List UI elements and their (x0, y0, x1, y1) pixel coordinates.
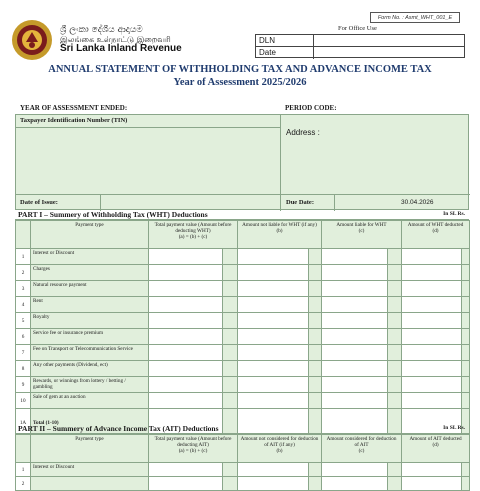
col-d-header (402, 435, 470, 463)
row-number: 10 (16, 393, 31, 409)
amount-c-cents-field[interactable] (388, 377, 402, 393)
row-number: 1 (16, 249, 31, 265)
amount-a-cents-field[interactable] (223, 265, 238, 281)
amount-d-cents-field[interactable] (462, 345, 470, 361)
amount-b-field[interactable] (238, 361, 309, 377)
period-code-label: PERIOD CODE: (285, 104, 337, 112)
payment-type-label: Interest or Discount (31, 249, 149, 265)
amount-b-field[interactable] (238, 281, 309, 297)
amount-c-cents-field[interactable] (388, 265, 402, 281)
col-d-code: (d) (432, 228, 439, 234)
amount-d-cents-field[interactable] (462, 393, 470, 409)
row-number: 5 (16, 313, 31, 329)
row-number: 7 (16, 345, 31, 361)
amount-c-cents-field[interactable] (388, 329, 402, 345)
col-d-label: Amount of AIT deducted (409, 436, 462, 442)
amount-c-cents-field[interactable] (388, 361, 402, 377)
part1-title: PART I – Summery of Withholding Tax (WHT) Deductions (18, 210, 208, 219)
amount-b-cents-field[interactable] (309, 313, 322, 329)
table-row (16, 297, 470, 313)
table-row (16, 313, 470, 329)
amount-b-cents-field[interactable] (309, 281, 322, 297)
amount-b-field[interactable] (238, 463, 309, 477)
col-a-label: Total payment value (Amount before deducting WHT) (154, 222, 232, 234)
amount-a-cents-field[interactable] (223, 297, 238, 313)
col-payment-type: Payment type (31, 221, 149, 249)
amount-d-field[interactable] (402, 281, 462, 297)
taxpayer-info-block (15, 114, 469, 210)
amount-a-field[interactable] (149, 361, 223, 377)
payment-type-label: Service fee or insurance premium (31, 329, 149, 345)
amount-d-field[interactable] (402, 361, 462, 377)
payment-type-label: Sale of gem at an auction (31, 393, 149, 409)
amount-a-field[interactable] (149, 313, 223, 329)
col-c-code: (c) (358, 228, 365, 234)
form-number: Form No. : Asmt_WHT_001_E (370, 12, 460, 23)
payment-type-label (31, 477, 149, 491)
payment-type-label: Charges (31, 265, 149, 281)
amount-d-cents-field[interactable] (462, 477, 470, 491)
amount-b-cents-field[interactable] (309, 361, 322, 377)
amount-d-cents-field[interactable] (462, 313, 470, 329)
row-number: 6 (16, 329, 31, 345)
col-c-code: (c) (358, 448, 365, 454)
amount-a-cents-field[interactable] (223, 477, 238, 491)
amount-b-cents-field[interactable] (309, 477, 322, 491)
row-number: 3 (16, 281, 31, 297)
amount-c-cents-field[interactable] (388, 281, 402, 297)
payment-type-label: Natural resource payment (31, 281, 149, 297)
table-row (16, 329, 470, 345)
col-b-header (238, 435, 322, 463)
amount-b-field[interactable] (238, 377, 309, 393)
amount-c-cents-field[interactable] (388, 345, 402, 361)
amount-b-cents-field[interactable] (309, 463, 322, 477)
amount-d-cents-field[interactable] (462, 361, 470, 377)
amount-c-field[interactable] (322, 377, 388, 393)
amount-b-field[interactable] (238, 329, 309, 345)
amount-a-field[interactable] (149, 297, 223, 313)
amount-a-field[interactable] (149, 345, 223, 361)
row-number: 2 (16, 477, 31, 491)
col-d-code: (d) (432, 442, 439, 448)
amount-a-cents-field[interactable] (223, 249, 238, 265)
amount-d-cents-field[interactable] (462, 463, 470, 477)
row-number: 8 (16, 361, 31, 377)
col-a-formula: (a) = (b) + (c) (178, 448, 208, 454)
amount-a-field[interactable] (149, 281, 223, 297)
tin-label: Taxpayer Identification Number (TIN) (20, 117, 128, 124)
table-row (16, 463, 470, 477)
amount-c-field[interactable] (322, 477, 388, 491)
office-use-label: For Office Use (338, 25, 377, 32)
amount-a-cents-field[interactable] (223, 361, 238, 377)
part2-table (15, 434, 470, 491)
col-c-header (322, 221, 402, 249)
amount-d-cents-field[interactable] (462, 377, 470, 393)
amount-b-cents-field[interactable] (309, 249, 322, 265)
row-number: 9 (16, 377, 31, 393)
office-date-label: Date (256, 47, 314, 59)
col-b-label: Amount not liable for WHT (if any) (242, 222, 317, 228)
amount-a-field[interactable] (149, 377, 223, 393)
row-number: 1 (16, 463, 31, 477)
amount-a-cents-field[interactable] (223, 329, 238, 345)
amount-a-cents-field[interactable] (223, 377, 238, 393)
amount-b-field[interactable] (238, 313, 309, 329)
dln-label: DLN (256, 35, 314, 46)
amount-b-cents-field[interactable] (309, 265, 322, 281)
form-subtitle: Year of Assessment 2025/2026 (173, 77, 307, 88)
col-a-label: Total payment value (Amount before deducting AIT) (154, 436, 232, 448)
amount-c-field[interactable] (322, 361, 388, 377)
amount-c-field[interactable] (322, 393, 388, 409)
amount-b-field[interactable] (238, 297, 309, 313)
dln-field[interactable] (314, 35, 464, 46)
table-row (16, 345, 470, 361)
col-a-header (149, 221, 238, 249)
amount-a-field[interactable] (149, 329, 223, 345)
amount-d-field[interactable] (402, 297, 462, 313)
amount-d-cents-field[interactable] (462, 281, 470, 297)
amount-d-field[interactable] (402, 249, 462, 265)
amount-d-field[interactable] (402, 393, 462, 409)
amount-d-field[interactable] (402, 345, 462, 361)
col-d-label: Amount of WHT deducted (407, 222, 464, 228)
amount-b-cents-field[interactable] (309, 297, 322, 313)
amount-d-field[interactable] (402, 265, 462, 281)
amount-b-field[interactable] (238, 265, 309, 281)
amount-c-field[interactable] (322, 265, 388, 281)
table-row (16, 249, 470, 265)
office-use-box (255, 34, 465, 58)
org-name-english: Sri Lanka Inland Revenue (60, 43, 182, 54)
amount-a-field[interactable] (149, 463, 223, 477)
payment-type-label: Total (1-10) (31, 409, 149, 437)
emblem-logo (10, 18, 54, 62)
amount-c-field[interactable] (322, 297, 388, 313)
amount-d-field[interactable] (402, 463, 462, 477)
payment-type-label: Fee on Transport or Telecommunication Service (31, 345, 149, 361)
amount-c-cents-field[interactable] (388, 393, 402, 409)
due-date-label: Due Date: (286, 199, 314, 206)
amount-b-cents-field[interactable] (309, 393, 322, 409)
amount-a-cents-field[interactable] (223, 345, 238, 361)
payment-type-label: Rewards, or winnings from lottery / betting / gambling (31, 377, 149, 393)
amount-b-cents-field[interactable] (309, 329, 322, 345)
amount-a-field[interactable] (149, 477, 223, 491)
col-b-code: (b) (276, 228, 283, 234)
amount-b-field[interactable] (238, 249, 309, 265)
part2-header (15, 424, 469, 434)
row-number: 1A (16, 409, 31, 437)
amount-c-field[interactable] (322, 329, 388, 345)
amount-a-field[interactable] (149, 393, 223, 409)
form-title: ANNUAL STATEMENT OF WITHHOLDING TAX AND ADVANCE INCOME TAX (48, 64, 432, 75)
amount-c-cents-field[interactable] (388, 297, 402, 313)
payment-type-label: Rent (31, 297, 149, 313)
table-row (16, 477, 470, 491)
col-c-label: Amount liable for WHT (336, 222, 387, 228)
amount-a-cents-field[interactable] (223, 313, 238, 329)
amount-c-cents-field[interactable] (388, 249, 402, 265)
amount-b-cents-field[interactable] (309, 345, 322, 361)
amount-a-field[interactable] (149, 249, 223, 265)
org-name-tamil: இலங்கை உள்நாட்டு இறைவரி (60, 35, 171, 44)
part2-unit: In SL Rs. (443, 425, 465, 431)
amount-d-cents-field[interactable] (462, 265, 470, 281)
row-number: 2 (16, 265, 31, 281)
table-row (16, 393, 470, 409)
amount-a-field[interactable] (149, 265, 223, 281)
amount-c-field[interactable] (322, 313, 388, 329)
amount-b-cents-field[interactable] (309, 377, 322, 393)
amount-a-cents-field[interactable] (223, 393, 238, 409)
due-date-value: 30.04.2026 (401, 199, 434, 206)
amount-d-cents-field[interactable] (462, 329, 470, 345)
table-row (16, 265, 470, 281)
row-number: 4 (16, 297, 31, 313)
amount-a-cents-field[interactable] (223, 463, 238, 477)
col-a-formula: (a) = (b) + (c) (178, 234, 208, 240)
amount-d-cents-field[interactable] (462, 249, 470, 265)
amount-b-field[interactable] (238, 477, 309, 491)
part1-header (15, 210, 469, 220)
col-b-code: (b) (276, 448, 283, 454)
col-b-label: Amount not considered for deduction of AIT (if any) (240, 436, 319, 448)
amount-c-field[interactable] (322, 281, 388, 297)
amount-d-field[interactable] (402, 377, 462, 393)
amount-c-cents-field[interactable] (388, 477, 402, 491)
col-b-header (238, 221, 322, 249)
table-row (16, 377, 470, 393)
org-name-sinhala: ශ්‍රී ලංකා දේශීය ආදායම (60, 25, 143, 35)
table-row (16, 361, 470, 377)
col-payment-type: Payment type (31, 435, 149, 463)
amount-d-field[interactable] (402, 329, 462, 345)
part1-table (15, 220, 470, 437)
date-of-issue-label: Date of Issue: (20, 199, 58, 206)
amount-c-field[interactable] (322, 345, 388, 361)
amount-c-cents-field[interactable] (388, 313, 402, 329)
address-label: Address : (286, 128, 320, 137)
amount-c-field[interactable] (322, 463, 388, 477)
payment-type-label: Any other payments (Dividend, ect) (31, 361, 149, 377)
col-a-header (149, 435, 238, 463)
col-c-header (322, 435, 402, 463)
amount-b-field[interactable] (238, 345, 309, 361)
amount-d-field[interactable] (402, 313, 462, 329)
amount-c-cents-field[interactable] (388, 463, 402, 477)
office-date-field[interactable] (314, 47, 464, 59)
part1-unit: In SL Rs. (443, 211, 465, 217)
year-of-assessment-label: YEAR OF ASSESSMENT ENDED: (20, 104, 128, 112)
table-row (16, 281, 470, 297)
amount-c-field[interactable] (322, 249, 388, 265)
col-d-header (402, 221, 470, 249)
amount-d-field[interactable] (402, 477, 462, 491)
part2-title: PART II – Summery of Advance Income Tax (AIT) Deductions (18, 424, 219, 433)
payment-type-label: Interest or Discount (31, 463, 149, 477)
amount-b-field[interactable] (238, 393, 309, 409)
amount-d-cents-field[interactable] (462, 297, 470, 313)
payment-type-label: Royalty (31, 313, 149, 329)
amount-a-cents-field[interactable] (223, 281, 238, 297)
col-c-label: Amount considered for deduction of AIT (326, 436, 397, 448)
